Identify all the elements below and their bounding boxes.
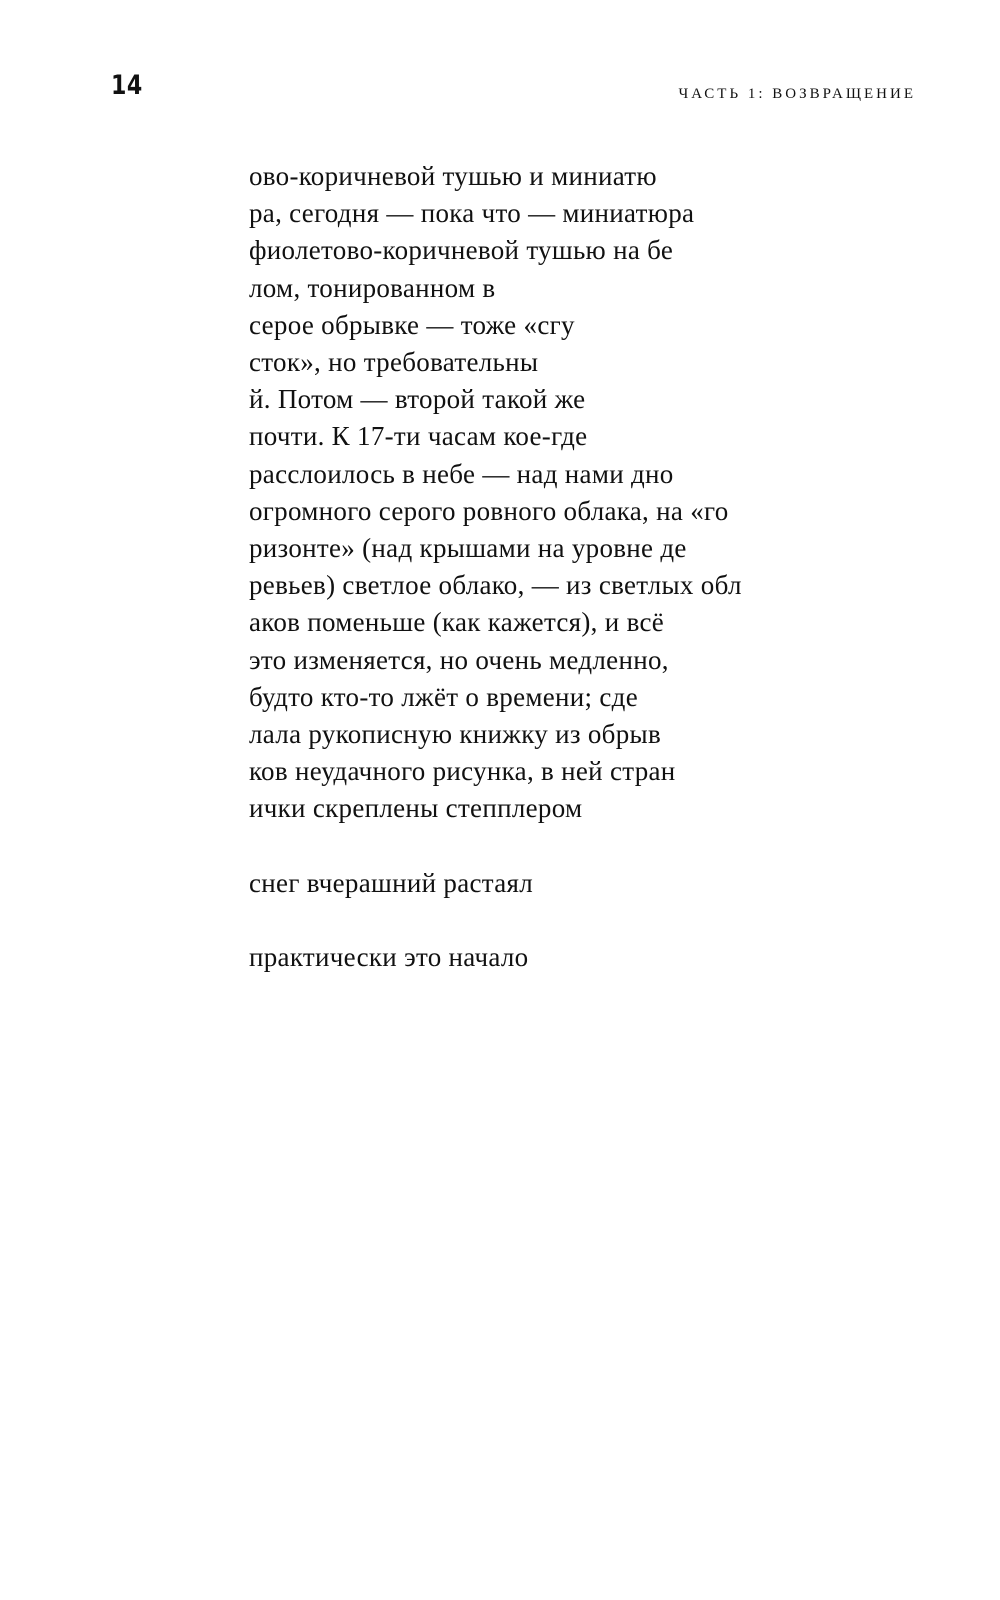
text-line: это изменяется, но очень медленно, <box>249 644 669 675</box>
text-line: ички скреплены степплером <box>249 793 583 824</box>
text-line: ков неудачного рисунка, в ней стран <box>249 756 676 787</box>
text-line: почти. К 17-ти часам кое-где <box>249 421 588 452</box>
text-line: серое обрывке — тоже «сгу <box>249 309 575 340</box>
text-line: й. Потом — второй такой же <box>249 384 586 415</box>
text-line: будто кто-то лжёт о времени; сде <box>249 681 638 712</box>
text-line: аков поменьше (как кажется), и всё <box>249 607 665 638</box>
text-line: снег вчерашний растаял <box>249 867 533 898</box>
text-line: практически это начало <box>249 941 529 972</box>
text-line: ревьев) светлое облако, — из светлых обл <box>249 570 742 601</box>
text-line: сток», но требовательны <box>249 347 539 378</box>
text-line: лом, тонированном в <box>249 272 496 303</box>
body-text <box>249 158 949 976</box>
paragraph-snow <box>249 865 949 902</box>
text-line: расслоилось в небе — над нами дно <box>249 458 674 489</box>
paragraph-beginning <box>249 939 949 976</box>
text-line: ризонте» (над крышами на уровне де <box>249 533 687 564</box>
text-line: ра, сегодня — пока что — миниатюра <box>249 198 695 229</box>
text-line: фиолетово-коричневой тушью на бе <box>249 235 674 266</box>
paragraph-main <box>249 158 949 828</box>
page-number: 14 <box>111 70 143 101</box>
text-line: ово-коричневой тушью и миниатю <box>249 161 657 191</box>
text-line: лала рукописную книжку из обрыв <box>249 719 661 750</box>
running-head: ЧАСТЬ 1: ВОЗВРАЩЕНИЕ <box>678 86 916 102</box>
text-line: огромного серого ровного облака, на «го <box>249 495 729 526</box>
